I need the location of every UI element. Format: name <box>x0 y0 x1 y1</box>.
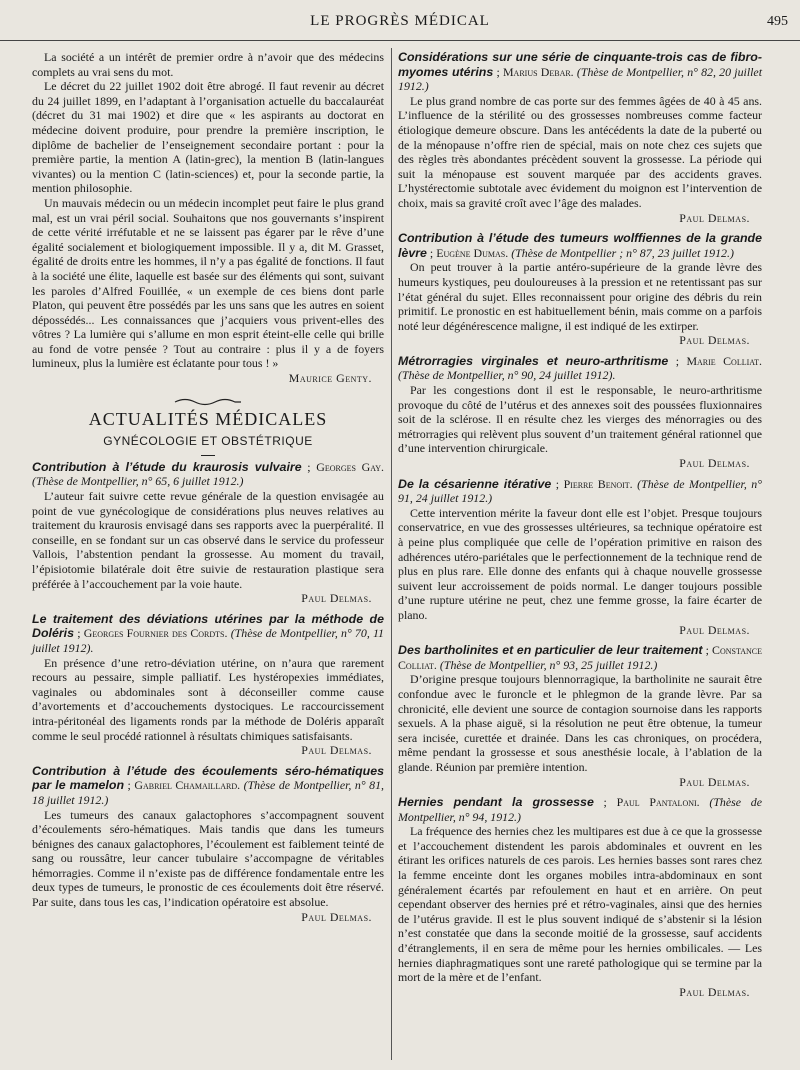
article-source: (Thèse de Montpellier, n° 70, 11 juillet 1912). <box>32 626 385 655</box>
article-text: Par les congestions dont il est le responsable, le neuro-arthritisme provoque du côté de l’utérus et des annexes soit des poussées fluxionnaires soit de la sclérose. Il en résulte chez les vierges des ménorragies ou des métrorragies qui relèvent plus souvent d’un traitement général rationnel que d’une intervention chirurgicale. <box>398 383 762 456</box>
article-title: De la césarienne itérative <box>398 476 552 491</box>
intro-signature: Maurice Genty. <box>288 371 372 386</box>
article-text: On peut trouver à la partie antéro-supérieure de la grande lèvre des humeurs kystiques, peu douloureuses à la pression et ne retentissant pas sur l’état général du sujet. Elles reconnaissent pour origine des débris du rein primitif. Le pronostic en est habituellement bénin, mais comme on a parfois noté leur dégénérescence maligne, il est indiqué de les extirper. <box>398 260 762 333</box>
article-text: La fréquence des hernies chez les multipares est due à ce que la grossesse et l’accouchement distendent les parois abdominales et ouvrent en les étirant les orifices naturels de ces parois. Les hernies basses sont rares chez la femme enceinte dont les organes mobiles intra-abdominaux en sont généralement écartés par refoulement en haut et en arrière. On peut cependant observer des hernies pré et rétro-vaginales, ainsi que des hernies de l’utérus gravide. Il est le plus souvent indiqué de s’abstenir si la lésion n’est constatée que dans la seconde moitié de la grossesse, sauf accidents d’étranglements, il en sera de même pour les hernies ombilicales. — Les hernies diaphragmatiques sont une rareté pathologique qui se termine par la mort de la mère et de l’enfant. <box>398 824 762 985</box>
article-author: Marius Debar. <box>502 64 574 79</box>
article-source: (Thèse de Montpellier, n° 91, 24 juillet 1912.) <box>398 476 763 506</box>
article: Considérations sur une série de cinquante-trois cas de fibro-myomes utérins ; Marius Debar. (Thèse de Montpellier, n° 82, 20 juillet 1912.) Le plus grand nombre de cas porte sur des femmes âgées de 40 à 45 ans. L’influence de la stérilité ou des grossesses nombreuses comme facteur étiologique demeure obscure. Dans les antécédents la date de la puberté ou de la ménopause n’offre rien de spécial, mais on note chez ces sujets que des règles très abondantes précèdent souvent la grossesse. La période qui suit la ménopause est souvent marquée par des accidents graves. L’hystérectomie subtotale avec évidement du moignon est l’intervention de choix, mais sa gravité croît avec l’âge des malades. Paul Delmas. <box>398 50 763 225</box>
article-source: (Thèse de Montpellier, n° 82, 20 juillet 1912.) <box>398 64 763 94</box>
article-signature: Paul Delmas. <box>301 591 372 606</box>
article-author: Eugène Dumas. <box>436 245 509 260</box>
article: Contribution à l’étude des tumeurs wolffiennes de la grande lèvre ; Eugène Dumas. (Thèse de Montpellier ; n° 87, 23 juillet 1912.) On peut trouver à la partie antéro-supérieure de la grande lèvre des humeurs kystiques, peu douloureuses à la pression et ne retentissant pas sur l’état général du sujet. Elles reconnaissent pour origine des débris du rein primitif. Le pronostic en est habituellement bénin, mais comme on a parfois noté leur dégénérescence maligne, il est indiqué de les extirper. Paul Delmas. <box>398 231 762 348</box>
article-author: Gabriel Chamaillard. <box>134 778 241 793</box>
running-header <box>0 0 800 41</box>
right-column <box>398 50 762 1005</box>
article: Contribution à l’étude des écoulements séro-hématiques par le mamelon ; Gabriel Chamaillard. (Thèse de Montpellier, n° 81, 18 juillet 1912.) Les tumeurs des canaux galactophores s’accompagnent souvent d’écoulements séro-hématiques. Mais tandis que dans les tumeurs bénignes des canaux galactophores, l’écoulement est faiblement teinté de sang ou roussâtre, leur cancer tubulaire s’accompagne de véritables hémorragies. Comme il n’existe pas de différence fondamentale entre les deux types de tumeurs, le pronostic de ces écoulements doit être réservé. Par suite, dans tous les cas, l’indication opératoire est absolue. Paul Delmas. <box>32 763 385 924</box>
article-text: Cette intervention mérite la faveur dont elle est l’objet. Presque toujours conservatrice, en vue des grossesses ultérieures, sa technique opératoire est à peine plus compliquée que celle de l’opération primitive en raison des adhérences utéro-pariétales que le perfectionnement de la technique rend de plus en plus rare. Elle donne des enfants qui à chaque nouvelle grossesse suivent leur accroissement de poids normal. Le danger toujours possible d’une rupture utérine ne peut, chez une femme grosse, la faire écarter de plano. <box>398 505 762 622</box>
article: Métrorragies virginales et neuro-arthritisme ; Marie Colliat. (Thèse de Montpellier, n° 90, 24 juillet 1912). Par les congestions dont il est le responsable, le neuro-arthritisme provoque du côté de l’utérus et des annexes soit des poussées fluxionnaires soit de la sclérose. Il en résulte chez les vierges des ménorragies ou des métrorragies qui relèvent plus souvent d’un traitement général rationnel que d’une intervention chirurgicale. Paul Delmas. <box>398 353 763 471</box>
intro-paragraph: Le décret du 22 juillet 1902 doit être abrogé. Il faut revenir au décret du 24 juillet 1899, en l’adaptant à l’organisation actuelle du baccalauréat (décret du 31 mai 1902) et dire que « les aspirants au doctorat en médecine doivent produire, pour prendre la première inscription, le diplôme de bachelier de l’enseignement secondaire portant : pour la première partie, la mention A (latin-grec), la mention B (latin-langues vivantes) ou la mention C (latin-sciences) et, pour la seconde partie, la mention philosophie. <box>32 79 384 196</box>
article-title: Des bartholinites et en particulier de leur traitement <box>398 643 703 658</box>
article-source: (Thèse de Montpellier ; n° 87, 23 juillet 1912.) <box>511 245 734 260</box>
article-source: (Thèse de Montpellier, n° 65, 6 juillet 1912.) <box>32 474 244 489</box>
article: Hernies pendant la grossesse ; Paul Pantaloni. (Thèse de Montpellier, n° 94, 1912.) La fréquence des hernies chez les multipares est due à ce que la grossesse et l’accouchement distendent les parois abdominales et ouvrent en les étirant les orifices naturels de ces parois. Les hernies basses sont rares chez la femme enceinte dont les organes mobiles intra-abdominaux en sont généralement écartés par refoulement en haut et en arrière. On peut cependant observer des hernies pré et rétro-vaginales, ainsi que des hernies de l’utérus gravide. Il est le plus souvent indiqué de s’abstenir si la lésion n’est constatée que dans la seconde moitié de la grossesse, sauf accidents d’étranglements, il en sera de même pour les hernies ombilicales. — Les hernies diaphragmatiques sont une rareté pathologique qui se termine par la mort de la mère et de l’enfant. Paul Delmas. <box>398 795 762 999</box>
subsection-title: GYNÉCOLOGIE ET OBSTÉTRIQUE <box>103 434 313 449</box>
article-source: (Thèse de Montpellier, n° 93, 25 juillet 1912.) <box>439 657 658 672</box>
left-column <box>32 50 384 930</box>
article-author: Georges Gay. <box>316 459 384 474</box>
article-source: (Thèse de Montpellier, n° 94, 1912.) <box>398 795 762 824</box>
title-dash <box>201 455 215 456</box>
article-source: (Thèse de Montpellier, n° 81, 18 juillet 1912.) <box>32 778 385 807</box>
article-author: Georges Fournier des Cordts. <box>83 626 228 641</box>
page-number: 495 <box>767 14 788 29</box>
journal-title: LE PROGRÈS MÉDICAL <box>310 13 490 29</box>
article-text: En présence d’une retro-déviation utérine, on n’aura que rarement recours au pessaire, simple palliatif. Les hystéropexies immédiates, vaginales ou abdominales sont à déconseiller comme cause d’avortements et d’accouchements dystociques. Le raccourcissement intra-péritonéal des ligaments ronds par la méthode de Doléris apparaît comme le seul procédé rationnel à résultats chimiques satisfaisants. <box>32 655 384 743</box>
article-title: Contribution à l’étude des écoulements séro-hématiques par le mamelon <box>32 763 384 793</box>
article-title: Considérations sur une série de cinquante-trois cas de fibro-myomes utérins <box>398 50 762 79</box>
article-title: Le traitement des déviations utérines par la méthode de Doléris <box>32 611 384 641</box>
article-text: D’origine presque toujours blennorragique, la bartholinite ne saurait être confondue avec le furoncle et le phlegmon de la grande lèvre. Par sa chronicité, elle devient une source de contagion sournoise dans les rapports sexuels. A la phase aiguë, si la résolution ne peut être obtenue, la tumeur sera incisée, curettée et drainée. Dans les cas chroniques, on procédera, même pendant la grossesse et sous anesthésie locale, à l’ablation de la glande. Réunion par première intention. <box>398 672 762 774</box>
article-source: (Thèse de Montpellier, n° 90, 24 juillet 1912). <box>398 368 616 383</box>
ornament-divider <box>32 396 384 406</box>
article: De la césarienne itérative ; Pierre Benoit. (Thèse de Montpellier, n° 91, 24 juillet 1912.) Cette intervention mérite la faveur dont elle est l’objet. Presque toujours conservatrice, en vue des grossesses ultérieures, sa technique opératoire est à peine plus compliquée que celle de l’opération primitive en raison des adhérences utéro-pariétales que le perfectionnement de la technique rend de plus en plus rare. Elle donne des enfants qui à chaque nouvelle grossesse suivent leur accroissement de poids normal. Le danger toujours possible d’une rupture utérine ne peut, chez une femme grosse, la faire écarter de plano. Paul Delmas. <box>398 476 763 637</box>
column-divider <box>391 48 392 1060</box>
article-author: Marie Colliat. <box>686 353 763 368</box>
article: Contribution à l’étude du kraurosis vulvaire ; Georges Gay. (Thèse de Montpellier, n° 65, 6 juillet 1912.) L’auteur fait suivre cette revue générale de la question envisagée au point de vue gynécologique de considérations plus neuves relatives au traitement du kraurosis envisagé dans ses rapports avec la puerpéralité. Il conseille, en se fondant sur un cas observé dans le service du professeur Vallois, l’abstention pendant la grossesse. Au moment du travail, l’épisiotomie bilatérale doit être suivie de restauration plastique sera préférée à l’accouchement par la voie haute. Paul Delmas. <box>32 459 384 606</box>
article-signature: Paul Delmas. <box>679 774 750 789</box>
ornament-icon <box>173 397 243 407</box>
article-title: Métrorragies virginales et neuro-arthritisme <box>398 353 669 368</box>
article-author: Pierre Benoit. <box>563 476 633 491</box>
article-signature: Paul Delmas. <box>679 456 750 471</box>
article-signature: Paul Delmas. <box>679 333 750 348</box>
article: Le traitement des déviations utérines par la méthode de Doléris ; Georges Fournier des Cordts. (Thèse de Montpellier, n° 70, 11 juillet 1912). En présence d’une retro-déviation utérine, on n’aura que rarement recours au pessaire, simple palliatif. Les hystéropexies immédiates, vaginales ou abdominales sont à déconseiller comme cause d’avortements et d’accouchements dystociques. Le raccourcissement intra-péritonéal des ligaments ronds par la méthode de Doléris apparaît comme le seul procédé rationnel à résultats chimiques satisfaisants. Paul Delmas. <box>32 611 385 758</box>
article-signature: Paul Delmas. <box>679 622 750 637</box>
article-signature: Paul Delmas. <box>679 210 750 225</box>
article-author: Paul Pantaloni. <box>616 795 700 810</box>
article-text: L’auteur fait suivre cette revue générale de la question envisagée au point de vue gynécologique de considérations plus neuves relatives au traitement du kraurosis envisagé dans ses rapports avec la puerpéralité. Il conseille, en se fondant sur un cas observé dans le service du professeur Vallois, l’abstention pendant la grossesse. Au moment du travail, l’épisiotomie bilatérale doit être suivie de restauration plastique sera préférée à l’accouchement par la voie haute. <box>32 489 384 591</box>
article-author: Constance Colliat. <box>398 643 762 672</box>
intro-paragraph: La société a un intérêt de premier ordre à n’avoir que des médecins complets au vrai sens du mot. <box>32 50 384 79</box>
article-title: Contribution à l’étude des tumeurs wolffiennes de la grande lèvre <box>398 231 762 260</box>
article: Des bartholinites et en particulier de leur traitement ; Constance Colliat. (Thèse de Montpellier, n° 93, 25 juillet 1912.) D’origine presque toujours blennorragique, la bartholinite ne saurait être confondue avec le furoncle et le phlegmon de la grande lèvre. Par sa chronicité, elle devient une source de contagion sournoise dans les rapports sexuels. A la phase aiguë, si la résolution ne peut être obtenue, la tumeur sera incisée, curettée et drainée. Dans les cas chroniques, on procédera, même pendant la grossesse et sous anesthésie locale, à l’ablation de la glande. Réunion par première intention. Paul Delmas. <box>398 643 762 789</box>
article-title: Contribution à l’étude du kraurosis vulvaire <box>32 459 302 474</box>
article-text: Les tumeurs des canaux galactophores s’accompagnent souvent d’écoulements séro-hématiques. Mais tandis que dans les tumeurs bénignes des canaux galactophores, l’écoulement est faiblement teinté de sang ou roussâtre, leur cancer tubulaire s’accompagne de véritables hémorragies. Comme il n’existe pas de différence fondamentale entre les deux types de tumeurs, le pronostic de ces écoulements doit être réservé. Par suite, dans tous les cas, l’indication opératoire est absolue. <box>32 807 384 910</box>
article-title: Hernies pendant la grossesse <box>398 795 594 810</box>
article-signature: Paul Delmas. <box>679 984 750 999</box>
article-signature: Paul Delmas. <box>301 909 372 924</box>
section-title: ACTUALITÉS MÉDICALES <box>88 408 328 429</box>
intro-paragraph: Un mauvais médecin ou un médecin incomplet peut faire le plus grand mal, est un vrai péril social. Souhaitons que nos gouvernants s’inspirent de cette vérité irréfutable et ne se laissent pas égarer par le rêve d’une égalité socialement et biologiquement impossible. Il y a, dit M. Grasset, égalité de droits entre les hommes, il n’y a pas égalité de fonctions. Il faut à la société une élite, laquelle est basée sur des éléments qui sont, suivant les paroles d’Alfred Fouillée, « un exemple de ces biens dont parle Platon, qui peuvent être possédés par les uns sans que les autres en soient dépossédés... Les connaissances que j’acquiers vous privent-elles des vôtres ? La lumière qui s’allume en mon esprit éteint-elle celle qui brille au fond de votre pensée ? Tout au contraire : plus il y a de foyers lumineux, plus la lumière est éclatante pour tous ! » <box>32 195 384 371</box>
article-text: Le plus grand nombre de cas porte sur des femmes âgées de 40 à 45 ans. L’influence de la stérilité ou des grossesses nombreuses comme facteur étiologique demeure obscure. Dans les antécédents la date de la puberté ou de la ménopause n’offre rien de spécial, mais on note chez ces sujets que des règles très abondantes précèdent souvent la grossesse. La période qui suit la ménopause est souvent marquée par des accidents graves. L’hystérectomie subtotale avec évidement du moignon est l’intervention de choix, mais sa gravité croît avec l’âge des malades. <box>398 93 762 210</box>
article-signature: Paul Delmas. <box>301 743 372 758</box>
